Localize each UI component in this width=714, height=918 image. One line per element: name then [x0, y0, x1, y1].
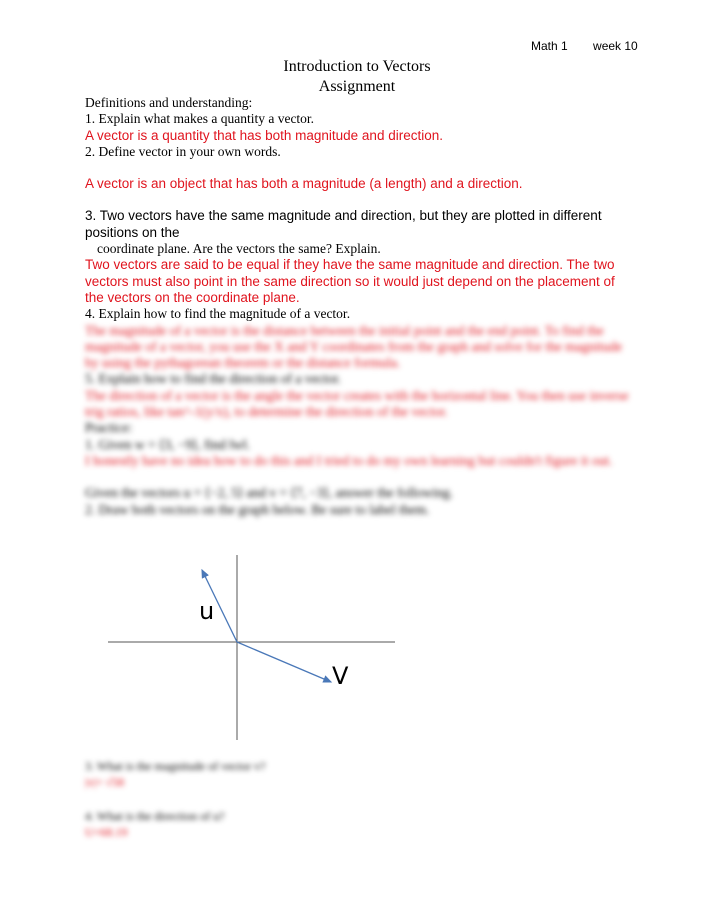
- page-header: [531, 39, 638, 53]
- answer-5: The direction of a vector is the angle the vector creates with the horizontal line. You then use inverse trig ratios, like tan^-1(y/x), to determine the direction of the vector.: [85, 387, 629, 420]
- answer-1: A vector is a quantity that has both magnitude and direction.: [85, 127, 443, 143]
- answer-3: Two vectors are said to be equal if they have the same magnitude and direction. The two vectors must also point in the same direction so it would just depend on the placement of the vectors on the coordinate plane.: [85, 257, 615, 305]
- practice-1: 1. Given w = ⟨3, −9⟩, find ‖w‖.: [85, 436, 250, 452]
- answer-2: A vector is an object that has both a magnitude (a length) and a direction.: [85, 176, 523, 192]
- practice-3: 3. What is the magnitude of vector v?: [85, 759, 266, 773]
- answer-4: The magnitude of a vector is the distance between the initial point and the end point. To find the magnitude of a vector, you use the X and Y coordinates from the graph and solve for the magnitude by using the pythagorean theorem or the distance formula.: [85, 322, 623, 371]
- question-5: 5. Explain how to find the direction of a vector.: [85, 371, 342, 387]
- practice-3-answer: |v|= √58: [85, 775, 125, 789]
- given-vectors: Given the vectors u = ⟨−2, 5⟩ and v = ⟨7, −3⟩, answer the following.: [85, 485, 453, 501]
- week-label: week 10: [593, 39, 638, 53]
- section-heading: Definitions and understanding:: [85, 95, 253, 110]
- question-4: 4. Explain how to find the magnitude of a vector.: [85, 306, 351, 322]
- question-3-line-2: coordinate plane. Are the vectors the same? Explain.: [97, 241, 381, 257]
- course-name: Math 1: [531, 39, 568, 53]
- title-line-2: Assignment: [318, 78, 396, 95]
- question-3-line-1: 3. Two vectors have the same magnitude and direction, but they are plotted in different positions on the: [85, 208, 602, 240]
- assignment-body: [85, 95, 630, 518]
- question-2: 2. Define vector in your own words.: [85, 143, 281, 159]
- practice-4-block: [85, 808, 630, 840]
- title-line-1: Introduction to Vectors: [283, 58, 431, 75]
- practice-2: 2. Draw both vectors on the graph below. Be sure to label them.: [85, 501, 430, 517]
- vector-u-label: u: [199, 597, 215, 625]
- practice-4: 4. What is the direction of u?: [85, 809, 225, 823]
- practice-1-answer: I honestly have no idea how to do this and I tried to do my own learning but couldn't figure it out.: [85, 452, 613, 468]
- question-1: 1. Explain what makes a quantity a vector.: [85, 111, 315, 127]
- practice-4-answer: U=68.19: [85, 825, 128, 839]
- vector-graph: [105, 552, 400, 742]
- vector-v-label: V: [332, 662, 349, 690]
- practice-3-block: [85, 758, 630, 790]
- document-title: [0, 57, 714, 97]
- practice-heading: Practice:: [85, 420, 133, 436]
- vector-v-arrow: [237, 642, 331, 682]
